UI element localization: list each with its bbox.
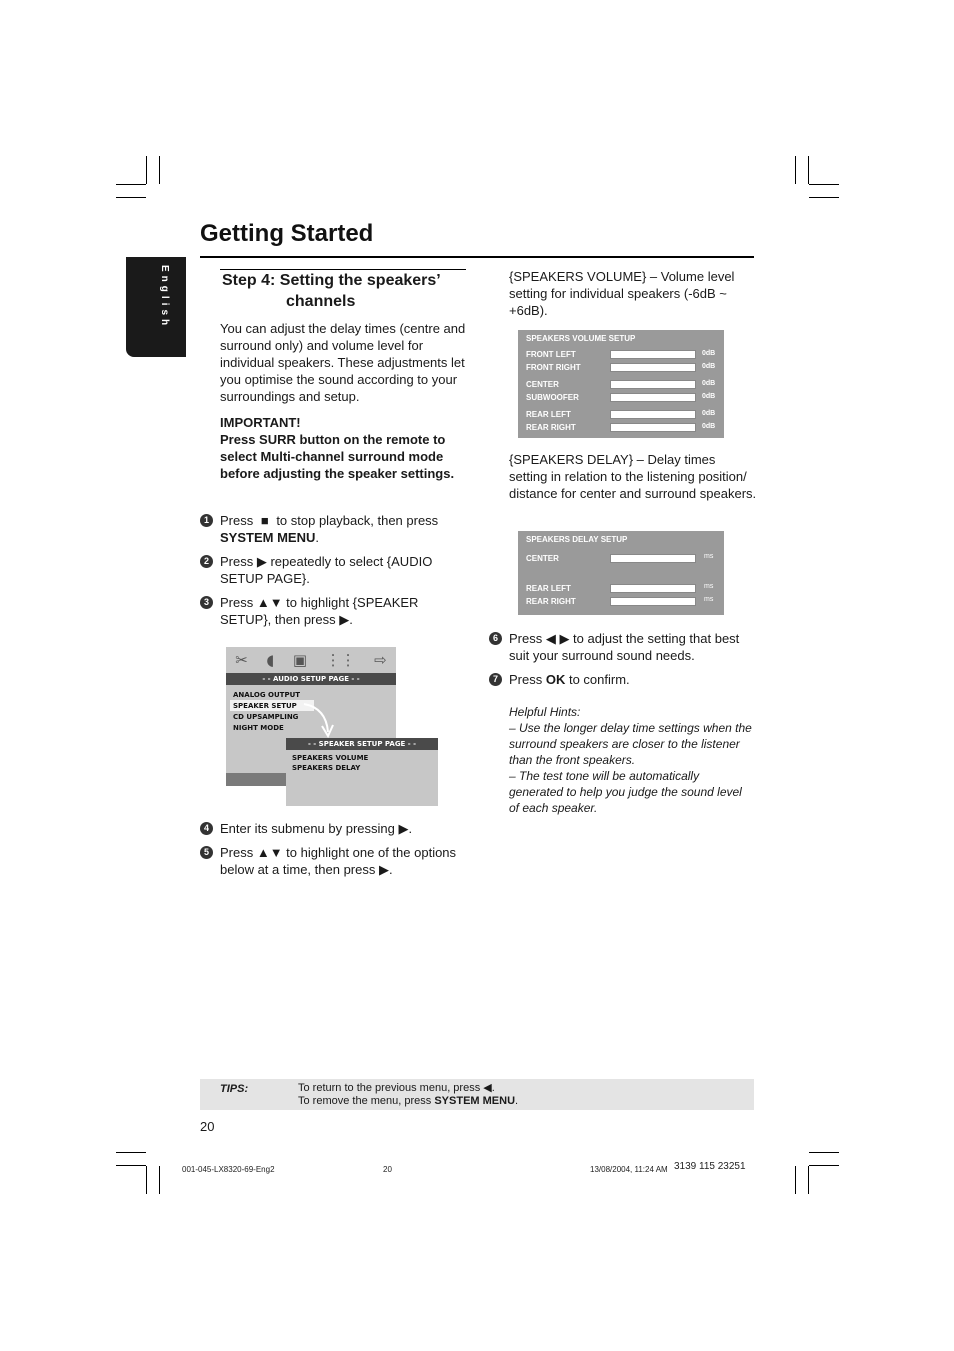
tips-label: TIPS: [220,1083,249,1095]
crop-mark [159,156,160,184]
important-text: Press SURR button on the remote to select Multi-channel surround mode before adjusting the speaker settings. [220,432,455,481]
exit-icon: ⇨ [374,651,387,669]
step-4 [200,820,470,837]
step-2 [200,553,470,587]
step-text: Enter its submenu by pressing ▶. [220,821,413,836]
crop-mark [795,1166,796,1194]
step-text: Press [220,513,257,528]
row-label: REAR LEFT [526,410,571,419]
row-value: 0dB [702,423,716,430]
row-value: 0dB [702,380,716,387]
step-3 [200,594,470,628]
row-unit: ms [704,596,714,603]
step-number: 6 [489,632,502,645]
title-rule [200,256,754,258]
stop-icon: ■ [260,513,269,528]
tip-text: To remove the menu, press [298,1095,435,1107]
crop-mark [159,1166,160,1194]
menu-item-speaker-setup: SPEAKER SETUP [233,702,297,710]
crop-mark [116,184,146,185]
settings-icon: ⋮⋮ [325,651,356,669]
crop-mark [809,1152,839,1153]
row-label: REAR LEFT [526,584,571,593]
important-label: IMPORTANT! [220,415,301,430]
speakers-volume-panel [518,330,724,438]
speaker-icon: ◖ [266,651,275,669]
step-1 [200,512,470,546]
panel-title: SPEAKERS VOLUME SETUP [526,334,636,343]
step-text: Press ◀ ▶ to adjust the setting that best suit your surround sound needs. [509,631,740,663]
step-text: . [315,530,319,545]
step-text: Press ▲▼ to highlight {SPEAKER SETUP}, then press ▶. [220,595,419,627]
step-heading-line2: channels [286,293,356,310]
menu-icon-bar [226,647,396,673]
menu-item-night-mode: NIGHT MODE [233,724,284,732]
level-bar [610,363,696,372]
crop-mark [146,156,147,184]
crop-mark [808,1166,809,1194]
step-heading-line1: Step 4: Setting the speakers’ [222,272,441,289]
footer-date: 13/08/2004, 11:24 AM [590,1165,668,1174]
level-bar [610,597,696,606]
footer-page: 20 [383,1165,392,1174]
step-text-bold: SYSTEM MENU [220,530,316,545]
step-7 [489,671,754,688]
crop-mark [795,156,796,184]
audio-menu-header: - - AUDIO SETUP PAGE - - [226,673,396,685]
language-tab [126,257,186,357]
crop-mark [808,156,809,184]
speaker-menu-header: - - SPEAKER SETUP PAGE - - [286,738,438,750]
important-note [220,414,470,482]
step-number: 3 [200,596,213,609]
step-number: 1 [200,514,213,527]
step-text: to confirm. [565,672,630,687]
level-bar [610,423,696,432]
tip-line: To return to the previous menu, press ◀. [298,1082,495,1094]
step-text: Press ▲▼ to highlight one of the options below at a time, then press ▶. [220,845,457,877]
volume-description: {SPEAKERS VOLUME} – Volume level setting for individual speakers (-6dB ~ +6dB). [509,269,735,318]
row-unit: ms [704,583,714,590]
step-5 [200,844,470,878]
row-label: CENTER [526,554,559,563]
crop-mark [116,1165,146,1166]
menu-item-speakers-volume: SPEAKERS VOLUME [292,754,369,762]
page-number: 20 [200,1119,215,1134]
helpful-hints [509,704,754,816]
row-label: CENTER [526,380,559,389]
step-6 [489,630,754,664]
tips-text [298,1082,518,1108]
row-label: FRONT LEFT [526,350,576,359]
level-bar [610,350,696,359]
page-title: Getting Started [200,220,374,247]
step-heading [222,270,466,312]
row-label: REAR RIGHT [526,423,576,432]
hint-item: – Use the longer delay time settings when the surround speakers are closer to the listener than the front speakers. [509,721,752,767]
row-unit: ms [704,553,714,560]
level-bar [610,380,696,389]
step-text: to stop playback, then press [272,513,439,528]
row-value: 0dB [702,410,716,417]
menu-item-cd-upsampling: CD UPSAMPLING [233,713,299,721]
step-number: 4 [200,822,213,835]
row-label: REAR RIGHT [526,597,576,606]
step-number: 2 [200,555,213,568]
hints-title: Helpful Hints: [509,705,581,719]
level-bar [610,554,696,563]
tip-line [298,1095,518,1108]
level-bar [610,584,696,593]
crop-mark [809,1165,839,1166]
level-bar [610,393,696,402]
speaker-setup-menu [286,738,438,806]
crop-mark [116,197,146,198]
level-bar [610,410,696,419]
step-number: 5 [200,846,213,859]
menu-item-speakers-delay: SPEAKERS DELAY [292,764,361,772]
delay-description: {SPEAKERS DELAY} – Delay times setting in relation to the listening position/ distance for center and surround speakers. [509,452,757,501]
tip-text: . [515,1095,519,1107]
intro-paragraph: You can adjust the delay times (centre and surround only) and volume level for individual speakers. These adjustments let you optimise the sound according to your surroundings and setup. [220,321,466,404]
row-label: FRONT RIGHT [526,363,581,372]
row-label: SUBWOOFER [526,393,579,402]
row-value: 0dB [702,393,716,400]
step-number: 7 [489,673,502,686]
tip-text-bold: SYSTEM MENU [434,1095,516,1107]
panel-title: SPEAKERS DELAY SETUP [526,535,628,544]
arrow-icon [300,700,340,740]
step-text: Press [509,672,546,687]
tips-bar [200,1079,754,1110]
tools-icon: ✂ [235,651,248,669]
step-text: Press ▶ repeatedly to select {AUDIO SETUP PAGE}. [220,554,433,586]
crop-mark [116,1152,146,1153]
video-icon: ▣ [292,651,308,669]
row-value: 0dB [702,350,716,357]
crop-mark [146,1166,147,1194]
footer-file: 001-045-LX8320-69-Eng2 [182,1165,275,1174]
row-value: 0dB [702,363,716,370]
crop-mark [809,197,839,198]
crop-mark [809,184,839,185]
step-text-bold: OK [545,672,566,687]
language-label: English [159,265,170,330]
footer-code: 3139 115 23251 [674,1161,746,1172]
hint-item: – The test tone will be automatically generated to help you judge the sound level of each speaker. [509,769,742,815]
speakers-delay-panel [518,531,724,615]
menu-item-analog-output: ANALOG OUTPUT [233,691,301,699]
